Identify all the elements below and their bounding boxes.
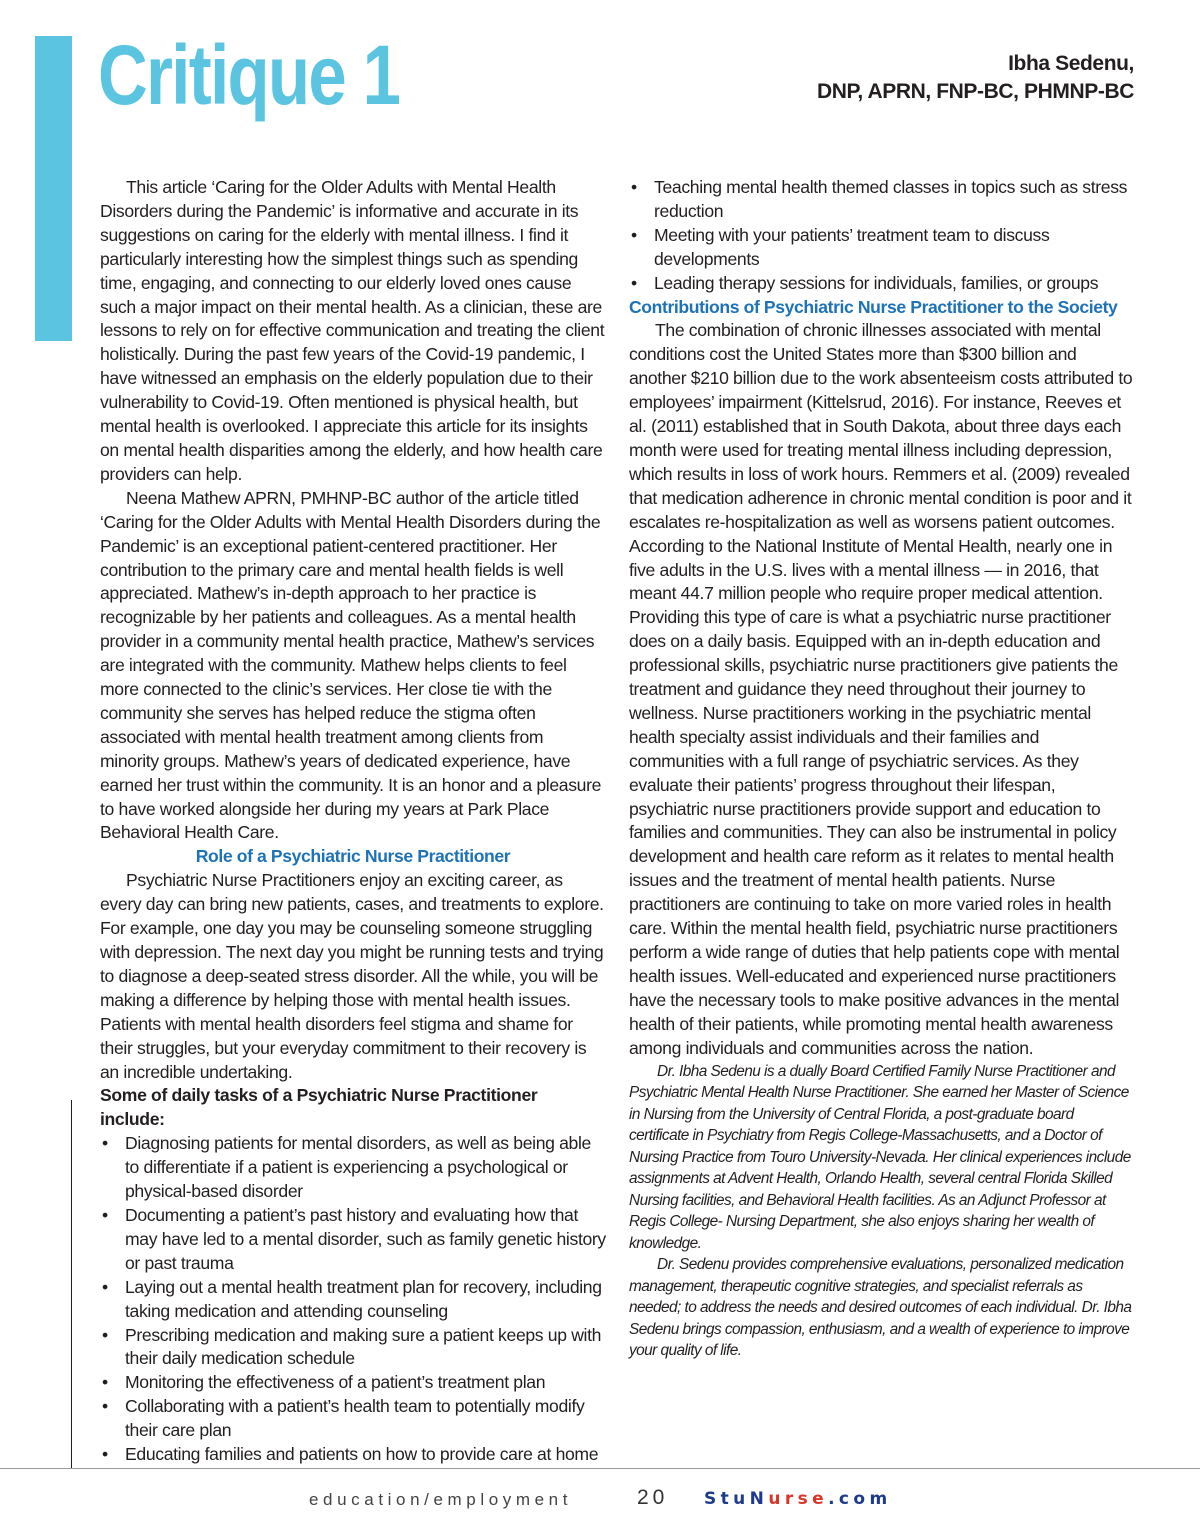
right-column bbox=[629, 176, 1137, 1362]
list-item: • Prescribing medication and making sure a patient keeps up with their daily medication schedule bbox=[102, 1324, 602, 1369]
contributions-heading: Contributions of Psychiatric Nurse Practitioner to the Society bbox=[629, 296, 1118, 317]
bullet-icon: • bbox=[102, 1204, 108, 1225]
role-paragraph: Psychiatric Nurse Practitioners enjoy an exciting career, as every day can bring new patients, cases, and treatments to explore. For example, one day you may be counseling someone struggling with depression. The next day you might be running tests and trying to diagnose a deep-seated stress disorder. All the while, you will be making a difference by helping those with mental health issues. Patients with mental health disorders feel stigma and shame for their struggles, but your everyday commitment to their recovery is an incredible undertaking. bbox=[100, 870, 604, 1082]
bullet-icon: • bbox=[102, 1372, 108, 1393]
author-name: Ibha Sedenu, bbox=[1008, 52, 1134, 75]
bullet-icon: • bbox=[631, 177, 637, 197]
vertical-divider bbox=[71, 1100, 72, 1468]
tasks-list-continued bbox=[629, 176, 1137, 296]
list-item: • Teaching mental health themed classes in topics such as stress reduction bbox=[631, 177, 1128, 221]
bullet-icon: • bbox=[102, 1276, 108, 1297]
footer-divider bbox=[0, 1468, 1200, 1469]
bullet-icon: • bbox=[102, 1133, 108, 1154]
list-item: • Leading therapy sessions for individuals, families, or groups bbox=[629, 272, 1137, 296]
tasks-heading: Some of daily tasks of a Psychiatric Nurse Practitioner include: bbox=[100, 1085, 538, 1130]
page-title: Critique 1 bbox=[98, 28, 400, 122]
bullet-icon: • bbox=[102, 1324, 108, 1345]
page-number: 20 bbox=[637, 1486, 669, 1509]
list-item: • Diagnosing patients for mental disorders, as well as being able to differentiate if a patient is experiencing a psychological or physical-based disorder bbox=[102, 1133, 591, 1202]
author-credentials: DNP, APRN, FNP-BC, PHMNP-BC bbox=[816, 80, 1134, 103]
bullet-icon: • bbox=[102, 1396, 108, 1417]
author-paragraph: Neena Mathew APRN, PMHNP-BC author of the article titled ‘Caring for the Older Adults with Mental Health Disorders during the Pandemic’ is an exceptional patient-centered practitioner. Her contribution to the primary care and mental health fields is well appreciated. Mathew’s in-depth approach to her practice is recognizable by her patients and colleagues. As a mental health provider in a community mental health practice, Mathew’s services are integrated with the community. Mathew helps clients to feel more connected to the clinic’s services. Her close tie with the community she serves has helped reduce the stigma often associated with mental health treatment among clients from minority groups. Mathew’s years of dedicated experience, have earned her trust within the community. It is an honor and a pleasure to have worked alongside her during my years at Park Place Behavioral Health Care. bbox=[100, 487, 602, 843]
contributions-paragraph: The combination of chronic illnesses associated with mental conditions cost the United States more than $300 billion and another $210 billion due to the work absenteeism costs attributed to employees’ impairment (Kittelsrud, 2016). For instance, Reeves et al. (2011) established that in South Dakota, about three days each month were used for treating mental illness including depression, which results in loss of work hours. Remmers et al. (2009) revealed that medication adherence in chronic mental condition is poor and it escalates re-hospitalization as well as worsens patient outcomes. According to the National Institute of Mental Health, nearly one in five adults in the U.S. lives with a mental illness — in 2016, that meant 44.7 million people who require proper medical attention. Providing this type of care is what a psychiatric nurse practitioner does on a daily basis. Equipped with an in-depth education and professional skills, psychiatric nurse practitioners give patients the treatment and guidance they need throughout their journey to wellness. Nurse practitioners working in the psychiatric mental health specialty assist individuals and their families and communities with a full range of psychiatric services. As they evaluate their patients’ progress throughout their lifespan, psychiatric nurse practitioners provide support and education to families and communities. They can also be instrumental in policy development and health care reform as it relates to mental health issues and the treatment of mental health patients. Nurse practitioners are continuing to take on more varied roles in health care. Within the mental health field, psychiatric nurse practitioners perform a wide range of duties that help patients cope with mental health issues. Well-educated and experienced nurse practitioners have the necessary tools to make positive advances in the mental health of their patients, while promoting mental health awareness among individuals and communities across the nation. bbox=[629, 320, 1133, 1058]
footer-section: education/employment bbox=[309, 1490, 573, 1509]
author-bio: Dr. Ibha Sedenu is a dually Board Certified Family Nurse Practitioner and Psychiatric Mental Health Nurse Practitioner. She earned her Master of Science in Nursing from the University of Central Florida, a post-graduate board certificate in Psychiatry from Regis College-Massachusetts, and a Doctor of Nursing Practice from Touro University-Nevada. Her clinical experiences include assignments at Advent Health, Orlando Health, several central Florida Skilled Nursing facilities, and Behavioral Health facilities. As an Adjunct Professor at Regis College- Nursing Department, she also enjoys sharing her wealth of knowledge. bbox=[629, 1062, 1131, 1252]
tasks-list bbox=[100, 1132, 606, 1467]
bullet-icon: • bbox=[631, 224, 637, 245]
list-item: • Educating families and patients on how to provide care at home bbox=[100, 1443, 606, 1467]
list-item: • Documenting a patient’s past history and evaluating how that may have led to a mental disorder, such as family genetic history or past trauma bbox=[102, 1204, 606, 1273]
intro-paragraph: This article ‘Caring for the Older Adults with Mental Health Disorders during the Pandemic’ is informative and accurate in its suggestions on caring for the elderly with mental illness. I find it particularly interesting how the simplest things such as spending time, engaging, and connecting to our elderly loved ones cause such a major impact on their mental health. As a clinician, these are lessons to rely on for effective communication and treating the client holistically. During the past few years of the Covid-19 pandemic, I have witnessed an emphasis on the elderly population due to their vulnerability to Covid-19. Often mentioned is physical health, but mental health is overlooked. I appreciate this article for its insights on mental health disparities among the elderly, and how health care providers can help. bbox=[100, 177, 605, 484]
role-heading: Role of a Psychiatric Nurse Practitioner bbox=[195, 846, 511, 867]
page-footer bbox=[0, 1486, 1200, 1516]
bullet-icon: • bbox=[102, 1444, 108, 1465]
bullet-icon: • bbox=[631, 272, 637, 293]
left-column bbox=[100, 176, 606, 1467]
accent-bar bbox=[35, 36, 72, 341]
author-byline bbox=[817, 50, 1134, 106]
list-item: • Meeting with your patients’ treatment team to discuss developments bbox=[631, 224, 1050, 269]
brand-logo: StuNurse.com bbox=[704, 1489, 892, 1509]
author-bio-services: Dr. Sedenu provides comprehensive evaluations, personalized medication management, therapeutic cognitive strategies, and specialist referrals as needed; to address the needs and desired outcomes of each individual. Dr. Ibha Sedenu brings compassion, enthusiasm, and a wealth of experience to improve your quality of life. bbox=[629, 1256, 1132, 1360]
list-item: • Monitoring the effectiveness of a patient’s treatment plan bbox=[100, 1371, 606, 1395]
list-item: • Collaborating with a patient’s health team to potentially modify their care plan bbox=[102, 1396, 585, 1441]
list-item: • Laying out a mental health treatment plan for recovery, including taking medication and attending counseling bbox=[102, 1276, 602, 1321]
